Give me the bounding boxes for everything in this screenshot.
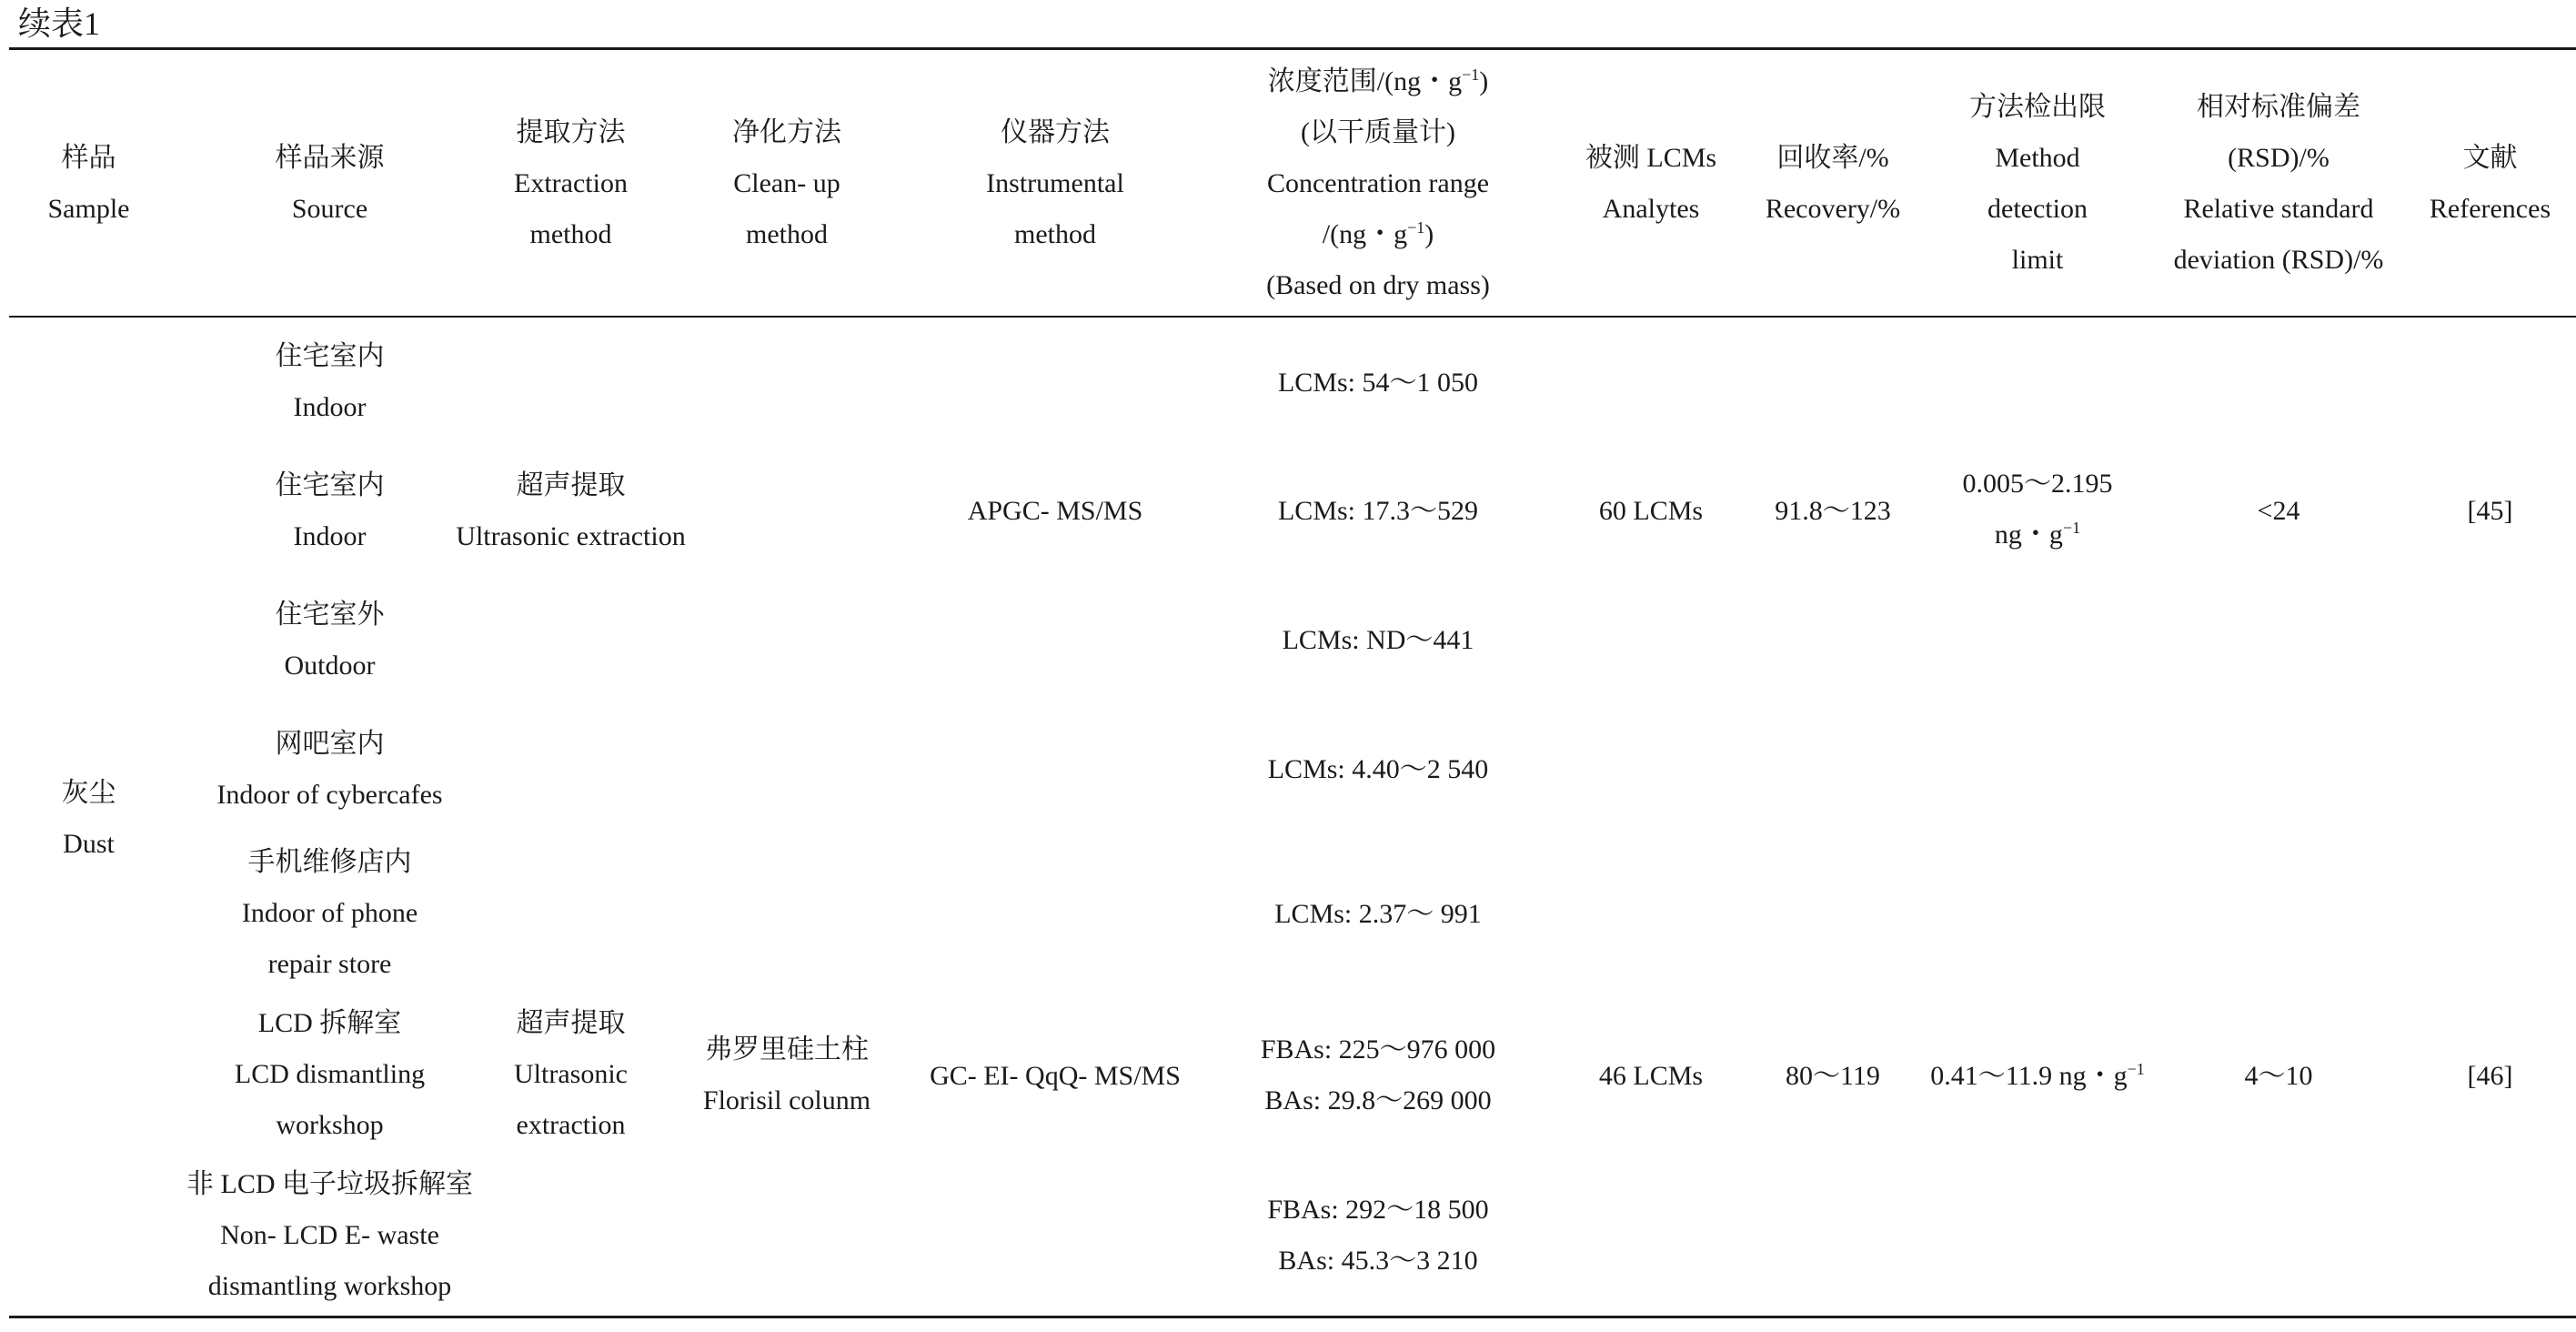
bottom-rule: [9, 1316, 2576, 1318]
source-row: 非 LCD 电子垃圾拆解室 Non- LCD E- waste dismantling workshop: [186, 1169, 473, 1301]
group1-analytes: 60 LCMs: [1598, 496, 1704, 526]
header-rsd: 相对标准偏差 (RSD)/% Relative standard deviation (RSD)/%: [2173, 92, 2384, 275]
header-source: 样品来源 Source: [275, 143, 385, 224]
header-cleanup: 净化方法 Clean- up method: [732, 117, 841, 249]
group1-ref: [45]: [2467, 496, 2513, 526]
group1-instrument: APGC- MS/MS: [967, 496, 1143, 526]
group2-ref: [46]: [2467, 1061, 2513, 1091]
source-row: 手机维修店内 Indoor of phone repair store: [241, 847, 418, 979]
group1-mdl: 0.005～2.195 ng・$g^{-1}$: [1962, 469, 2113, 550]
table-caption: 续表1: [18, 5, 101, 42]
header-rule: [9, 316, 2576, 318]
concentration-value: FBAs: 225～976 000 BAs: 29.8～269 000: [1260, 1034, 1496, 1115]
source-row: 住宅室内 Indoor: [275, 341, 385, 422]
source-row: 网吧室内 Indoor of cybercafes: [216, 729, 443, 810]
group1-recovery: 91.8～123: [1775, 496, 1891, 526]
group2-rsd: 4～10: [2244, 1061, 2313, 1091]
source-row: 住宅室内 Indoor: [275, 470, 385, 551]
concentration-value: LCMs: 2.37～ 991: [1274, 899, 1482, 929]
group1-extraction: 超声提取 Ultrasonic extraction: [456, 470, 686, 551]
source-row: 住宅室外 Outdoor: [275, 600, 385, 681]
group1-rsd: <24: [2257, 496, 2300, 526]
header-sample: 样品 Sample: [47, 143, 130, 224]
group2-instrument: GC- EI- QqQ- MS/MS: [930, 1061, 1181, 1091]
concentration-value: LCMs: 17.3～529: [1277, 496, 1479, 526]
header-concentration: 浓度范围/(ng・$g^{-1}$) (以干质量计) Concentration range /(ng・$g^{-1}$) (Based on dry mass): [1266, 66, 1490, 300]
source-row: LCD 拆解室 LCD dismantling workshop: [234, 1008, 426, 1140]
group2-analytes: 46 LCMs: [1598, 1061, 1704, 1091]
concentration-value: LCMs: ND～441: [1282, 625, 1474, 655]
header-mdl: 方法检出限 Method detection limit: [1969, 92, 2106, 275]
header-references: 文献 References: [2429, 143, 2551, 224]
concentration-value: FBAs: 292～18 500 BAs: 45.3～3 210: [1267, 1195, 1489, 1276]
header-analytes: 被测 LCMs Analytes: [1585, 143, 1717, 224]
concentration-value: LCMs: 4.40～2 540: [1267, 754, 1489, 784]
header-recovery: 回收率/% Recovery/%: [1765, 143, 1901, 224]
header-instrument: 仪器方法 Instrumental method: [986, 117, 1124, 249]
group2-extraction: 超声提取 Ultrasonic extraction: [514, 1008, 628, 1140]
group2-mdl: 0.41～11.9 ng・$g^{-1}$: [1930, 1060, 2145, 1091]
group2-cleanup: 弗罗里硅土柱 Florisil colunm: [702, 1034, 871, 1115]
sample-dust: 灰尘 Dust: [61, 778, 116, 859]
concentration-value: LCMs: 54～1 050: [1277, 368, 1479, 398]
top-rule: [9, 47, 2576, 50]
group2-recovery: 80～119: [1786, 1061, 1880, 1091]
header-extraction: 提取方法 Extraction method: [514, 117, 628, 249]
